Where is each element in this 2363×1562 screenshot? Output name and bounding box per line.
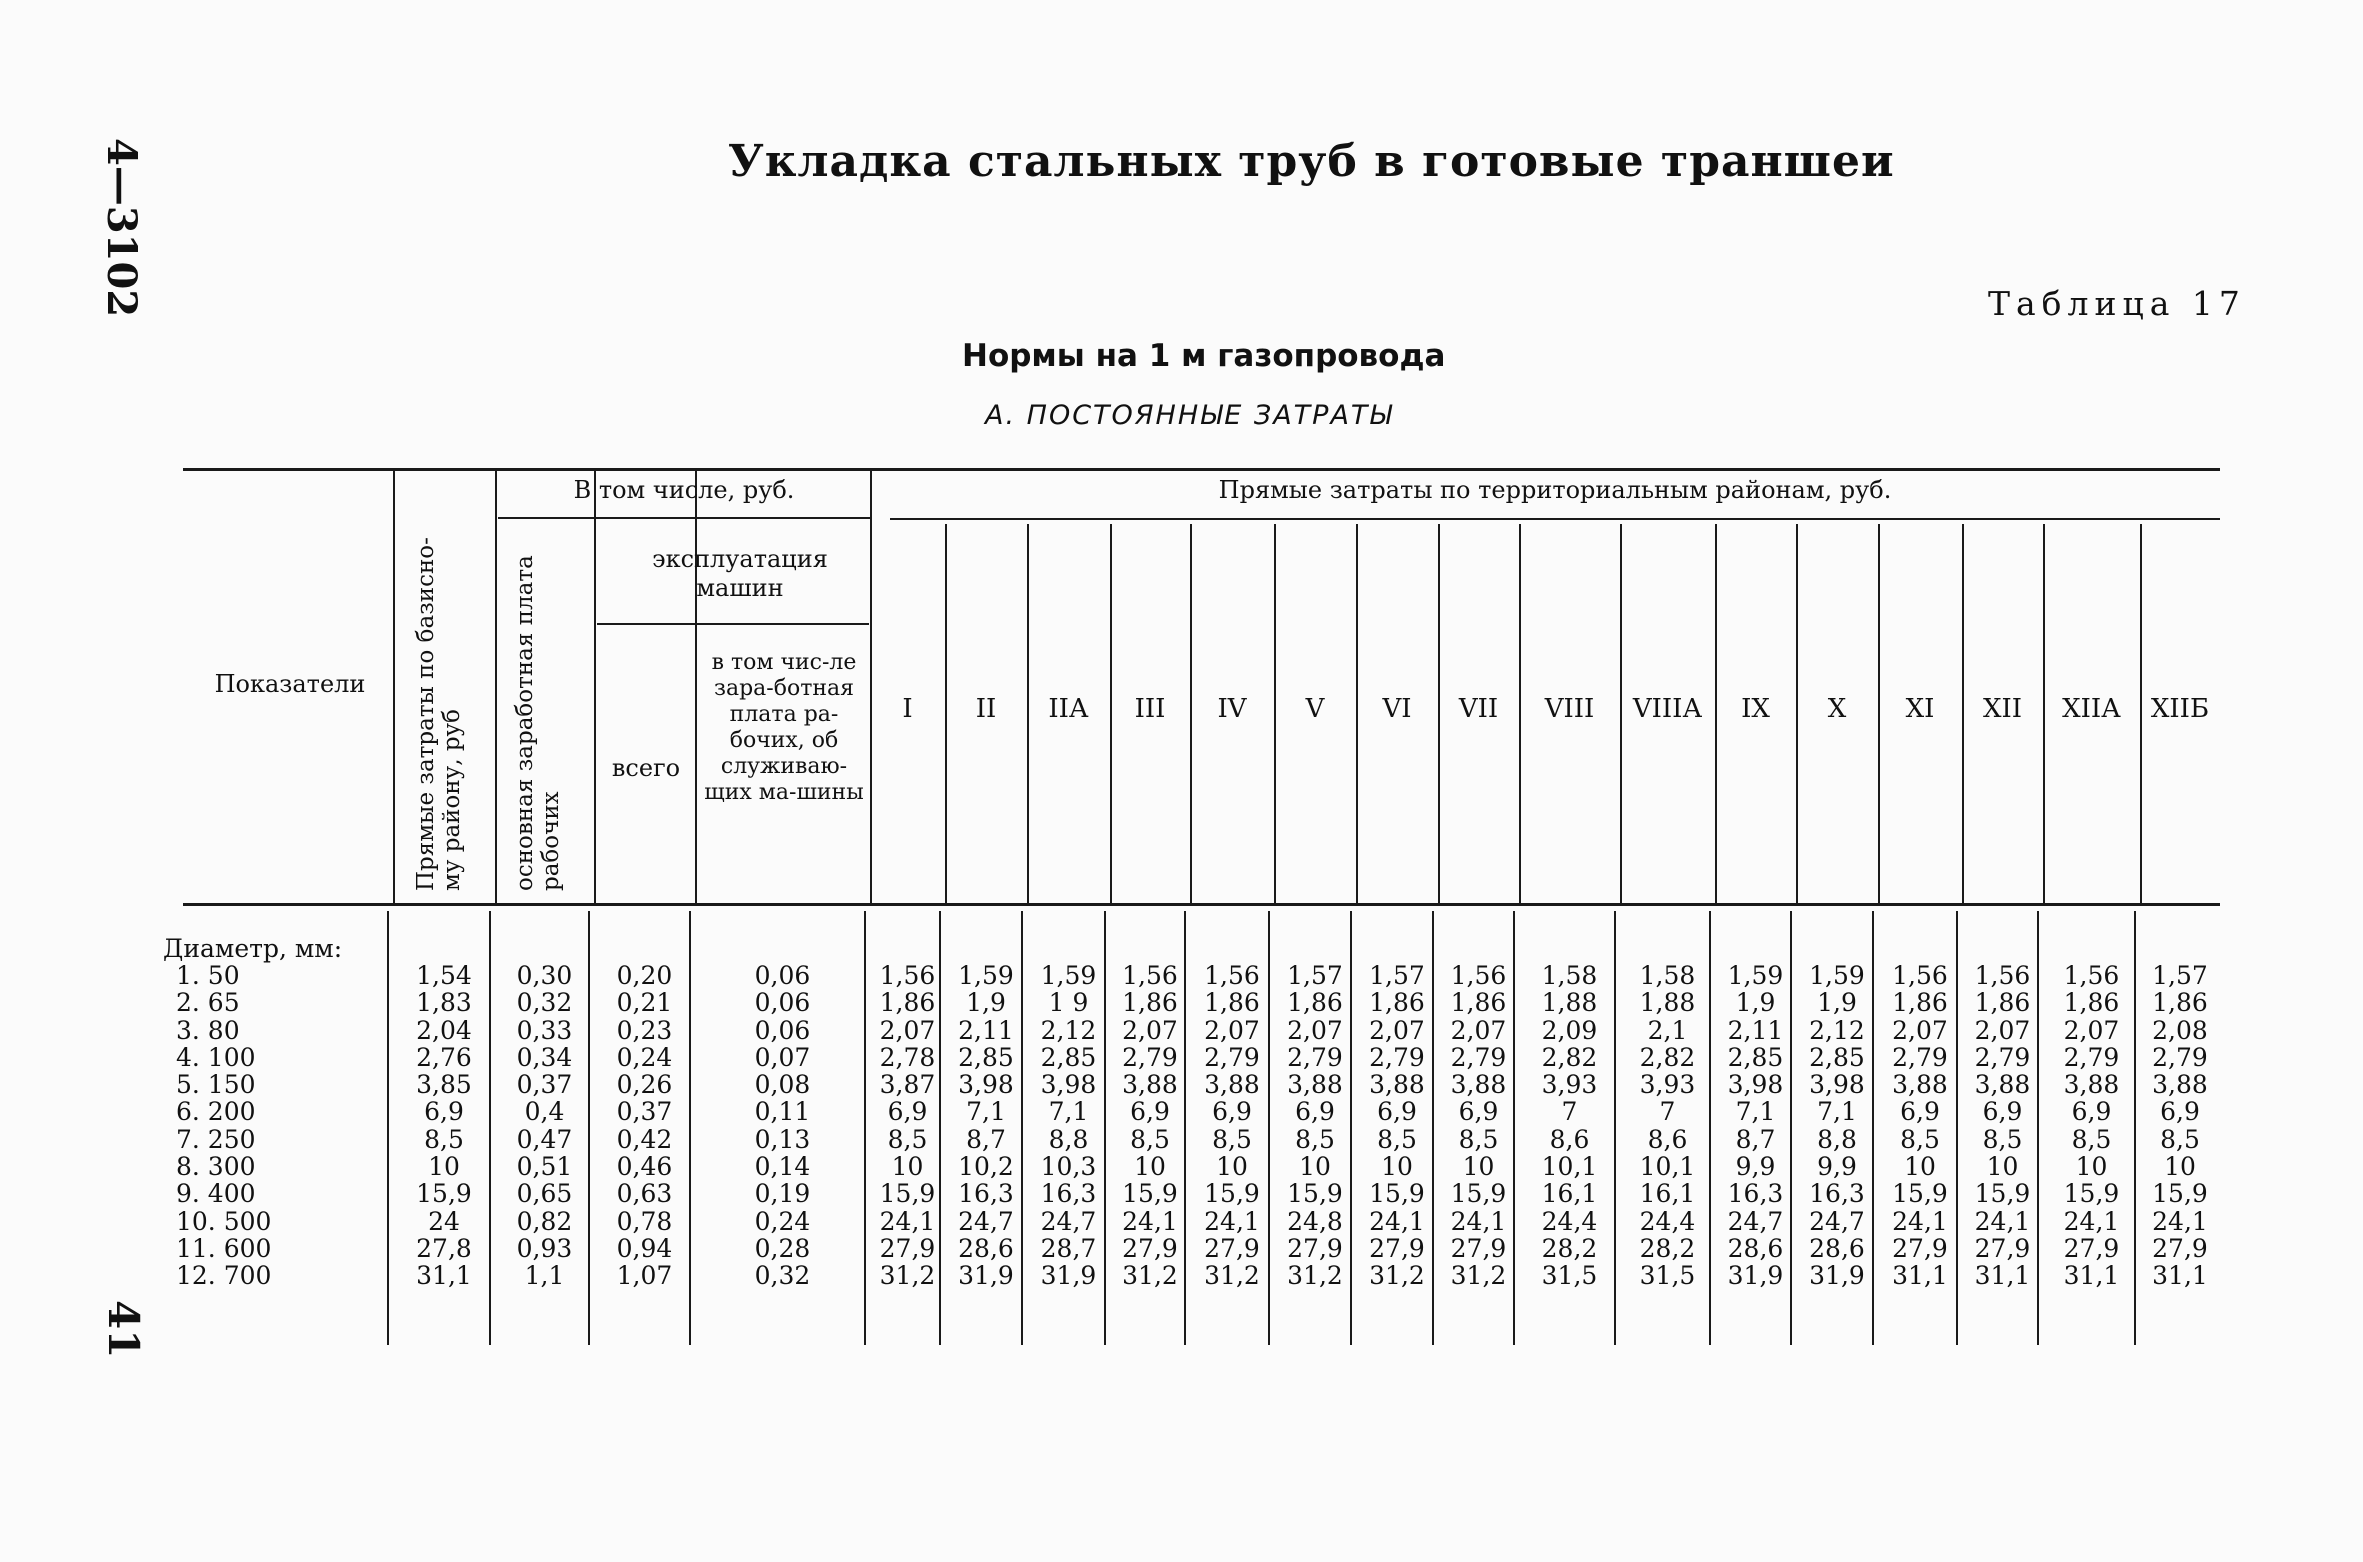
column-machine-total: 0,20 0,21 0,23 0,24 0,26 0,37 0,42 0,46 0,63 0,78 0,94 1,07: [616, 961, 673, 1291]
header-total: всего: [611, 754, 681, 782]
column-direct-base: 1,54 1,83 2,04 2,76 3,85 6,9 8,5 10 15,9 24 27,8 31,1: [416, 961, 472, 1291]
header-incl-rub: В том числе, руб.: [573, 476, 795, 504]
column-region: 1,56 1,86 2,07 2,79 3,88 6,9 8,5 10 15,9 24,1 27,9 31,2: [1204, 961, 1260, 1291]
header-indicators: Показатели: [214, 670, 366, 698]
region-header: XIIА: [2062, 694, 2121, 724]
region-header: XIIБ: [2150, 694, 2210, 724]
region-header: VIIIА: [1632, 694, 1703, 724]
section-heading: А. ПОСТОЯННЫЕ ЗАТРАТЫ: [985, 400, 1394, 431]
region-header: I: [902, 694, 913, 724]
region-header: XII: [1982, 694, 2023, 724]
column-divider: [870, 468, 872, 903]
page-title: Укладка стальных труб в готовые траншеи: [728, 136, 1895, 187]
column-divider: [495, 468, 497, 903]
region-header: XI: [1905, 694, 1935, 724]
table-rule: [597, 623, 869, 625]
table-rule: [183, 468, 2220, 471]
header-machine-op: эксплуатация машин: [652, 545, 828, 602]
table-subtitle: Нормы на 1 м газопровода: [962, 338, 1446, 374]
column-region: 1,59 1,9 2,11 2,85 3,98 7,1 8,7 10,2 16,3 24,7 28,6 31,9: [958, 961, 1014, 1291]
column-region: 1,59 1,9 2,11 2,85 3,98 7,1 8,7 9,9 16,3 24,7 28,6 31,9: [1727, 961, 1784, 1291]
table-rule: [183, 903, 2220, 906]
column-divider: [695, 468, 697, 903]
column-region: 1,56 1,86 2,07 2,78 3,87 6,9 8,5 10 15,9 24,1 27,9 31,2: [879, 961, 936, 1291]
region-header: III: [1134, 694, 1166, 724]
region-header: IX: [1741, 694, 1770, 724]
table-rule: [890, 518, 2220, 520]
column-region: 1,56 1,86 2,07 2,79 3,88 6,9 8,5 10 15,9 24,1 27,9 31,1: [2063, 961, 2120, 1291]
column-region: 1,58 1,88 2,1 2,82 3,93 7 8,6 10,1 16,1 24,4 28,2 31,5: [1639, 961, 1696, 1291]
region-header: VI: [1382, 694, 1412, 724]
column-region: 1,57 1,86 2,07 2,79 3,88 6,9 8,5 10 15,9 24,1 27,9 31,2: [1369, 961, 1425, 1291]
column-region: 1,59 1,9 2,12 2,85 3,98 7,1 8,8 9,9 16,3 24,7 28,6 31,9: [1809, 961, 1865, 1291]
column-region: 1,58 1,88 2,09 2,82 3,93 7 8,6 10,1 16,1 24,4 28,2 31,5: [1541, 961, 1598, 1291]
document-code: 4—3102: [98, 138, 145, 318]
header-base-wage: основная заработная плата рабочих: [512, 555, 564, 891]
region-header: II: [975, 694, 997, 724]
column-region: 1,56 1,86 2,07 2,79 3,88 6,9 8,5 10 15,9 24,1 27,9 31,1: [1974, 961, 2031, 1291]
table-label: Таблица 17: [1988, 284, 2246, 323]
column-region: 1,56 1,86 2,07 2,79 3,88 6,9 8,5 10 15,9 24,1 27,9 31,1: [1892, 961, 1948, 1291]
column-region: 1,57 1,86 2,07 2,79 3,88 6,9 8,5 10 15,9 24,8 27,9 31,2: [1287, 961, 1343, 1291]
column-base-wage: 0,30 0,32 0,33 0,34 0,37 0,4 0,47 0,51 0,65 0,82 0,93 1,1: [516, 961, 573, 1291]
page-number: 41: [99, 1300, 148, 1359]
header-direct-base: Прямые затраты по базисно- му району, руб: [413, 537, 465, 891]
header-incl-wage: в том чис-ле зара-ботная плата ра-бочих, об служиваю-щих ма-шины: [704, 650, 864, 805]
column-region: 1,57 1,86 2,08 2,79 3,88 6,9 8,5 10 15,9 24,1 27,9 31,1: [2152, 961, 2208, 1291]
column-machine-wage: 0,06 0,06 0,06 0,07 0,08 0,11 0,13 0,14 0,19 0,24 0,28 0,32: [754, 961, 811, 1291]
column-divider: [387, 911, 389, 1345]
column-divider: [393, 468, 395, 903]
region-header: V: [1305, 694, 1325, 724]
region-header: VII: [1458, 694, 1499, 724]
region-header: IV: [1217, 694, 1247, 724]
row-labels: 1. 50 2. 65 3. 80 4. 100 5. 150 6. 200 7. 250 8. 300 9. 400 10. 500 11. 600 12. 700: [176, 961, 272, 1291]
table-rule: [498, 517, 871, 519]
region-header: X: [1827, 694, 1847, 724]
row-group-label: Диаметр, мм:: [163, 934, 343, 963]
column-region: 1,59 1 9 2,12 2,85 3,98 7,1 8,8 10,3 16,3 24,7 28,7 31,9: [1040, 961, 1097, 1291]
header-by-regions: Прямые затраты по территориальным районам, руб.: [1218, 476, 1892, 504]
column-region: 1,56 1,86 2,07 2,79 3,88 6,9 8,5 10 15,9 24,1 27,9 31,2: [1122, 961, 1178, 1291]
region-header: VIII: [1544, 694, 1595, 724]
column-divider: [594, 468, 596, 903]
region-header: IIА: [1048, 694, 1089, 724]
column-region: 1,56 1,86 2,07 2,79 3,88 6,9 8,5 10 15,9 24,1 27,9 31,2: [1450, 961, 1507, 1291]
